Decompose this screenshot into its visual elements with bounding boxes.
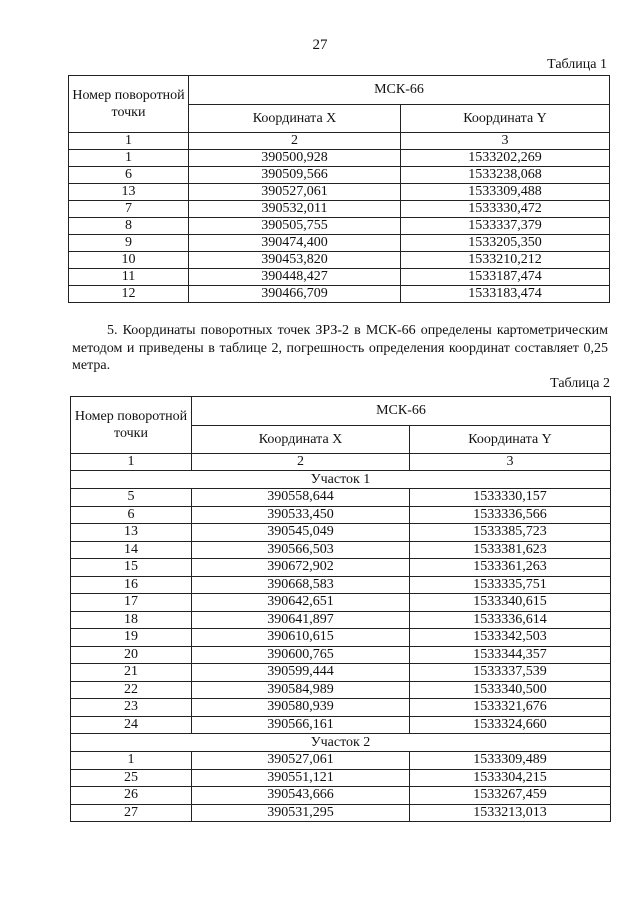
coordinate-y-cell: 1533335,751 <box>410 576 611 594</box>
paragraph-text: 5. Координаты поворотных точек ЗРЗ-2 в МСК-66 определены картометрическим методом и приведены в таблице 2, погрешность определения координат составляет 0,25 метра. <box>72 323 608 373</box>
page-number: 27 <box>312 37 328 53</box>
table1-header-x: Координата X <box>189 105 401 133</box>
table2-header-system: МСК-66 <box>192 397 611 426</box>
section-row <box>71 471 611 489</box>
coordinate-y-cell: 1533183,474 <box>401 286 610 303</box>
coordinate-y-cell: 1533309,488 <box>401 184 610 201</box>
table-row <box>71 699 611 717</box>
table-row <box>69 150 610 167</box>
coordinate-x-cell: 390505,755 <box>189 218 401 235</box>
point-number-cell: 17 <box>71 594 192 612</box>
point-number-cell: 19 <box>71 629 192 647</box>
section-title: Участок 1 <box>71 471 611 489</box>
point-number-cell: 11 <box>69 269 189 286</box>
point-number-cell: 13 <box>69 184 189 201</box>
coordinate-y-cell: 1533321,676 <box>410 699 611 717</box>
table1-header-y: Координата Y <box>401 105 610 133</box>
coordinate-y-cell: 1533385,723 <box>410 524 611 542</box>
table-row <box>71 489 611 507</box>
coordinate-x-cell: 390580,939 <box>192 699 410 717</box>
coordinate-x-cell: 390527,061 <box>189 184 401 201</box>
coordinate-x-cell: 390500,928 <box>189 150 401 167</box>
point-number-cell: 14 <box>71 541 192 559</box>
coordinate-x-cell: 390531,295 <box>192 804 410 822</box>
table-row <box>71 629 611 647</box>
table-row <box>71 681 611 699</box>
table1-index-cell: 2 <box>189 133 401 150</box>
coordinate-y-cell: 1533205,350 <box>401 235 610 252</box>
point-number-cell: 1 <box>71 752 192 770</box>
coordinate-x-cell: 390566,161 <box>192 716 410 734</box>
coordinate-y-cell: 1533330,472 <box>401 201 610 218</box>
point-number-cell: 20 <box>71 646 192 664</box>
table-row <box>71 506 611 524</box>
coordinate-x-cell: 390558,644 <box>192 489 410 507</box>
coordinate-x-cell: 390527,061 <box>192 752 410 770</box>
point-number-cell: 24 <box>71 716 192 734</box>
coordinate-x-cell: 390545,049 <box>192 524 410 542</box>
point-number-cell: 15 <box>71 559 192 577</box>
table-row <box>71 787 611 805</box>
point-number-cell: 26 <box>71 787 192 805</box>
coordinate-x-cell: 390641,897 <box>192 611 410 629</box>
coordinate-y-cell: 1533361,263 <box>410 559 611 577</box>
coordinate-x-cell: 390610,615 <box>192 629 410 647</box>
coordinate-x-cell: 390672,902 <box>192 559 410 577</box>
table1-index-cell: 3 <box>401 133 610 150</box>
coordinate-y-cell: 1533342,503 <box>410 629 611 647</box>
paragraph-item-5 <box>72 322 608 375</box>
point-number-cell: 21 <box>71 664 192 682</box>
coordinate-x-cell: 390642,651 <box>192 594 410 612</box>
point-number-cell: 6 <box>71 506 192 524</box>
coordinate-y-cell: 1533337,539 <box>410 664 611 682</box>
coordinate-x-cell: 390584,989 <box>192 681 410 699</box>
coordinate-y-cell: 1533238,068 <box>401 167 610 184</box>
point-number-cell: 8 <box>69 218 189 235</box>
coordinate-y-cell: 1533267,459 <box>410 787 611 805</box>
point-number-cell: 5 <box>71 489 192 507</box>
coordinate-x-cell: 390533,450 <box>192 506 410 524</box>
table-row <box>71 559 611 577</box>
table-row <box>69 235 610 252</box>
table-row <box>69 286 610 303</box>
table-row <box>69 167 610 184</box>
table2-header-point: Номер поворотной точки <box>71 397 192 454</box>
table-row <box>71 646 611 664</box>
coordinate-x-cell: 390532,011 <box>189 201 401 218</box>
coordinate-x-cell: 390600,765 <box>192 646 410 664</box>
coordinate-y-cell: 1533340,500 <box>410 681 611 699</box>
table-row <box>71 524 611 542</box>
coordinate-x-cell: 390448,427 <box>189 269 401 286</box>
coordinate-x-cell: 390509,566 <box>189 167 401 184</box>
coordinate-y-cell: 1533381,623 <box>410 541 611 559</box>
coordinate-y-cell: 1533309,489 <box>410 752 611 770</box>
coordinate-y-cell: 1533202,269 <box>401 150 610 167</box>
coordinate-y-cell: 1533340,615 <box>410 594 611 612</box>
coordinate-y-cell: 1533330,157 <box>410 489 611 507</box>
table-row <box>71 576 611 594</box>
table-row <box>71 664 611 682</box>
coordinate-x-cell: 390551,121 <box>192 769 410 787</box>
coordinate-x-cell: 390466,709 <box>189 286 401 303</box>
point-number-cell: 18 <box>71 611 192 629</box>
point-number-cell: 23 <box>71 699 192 717</box>
table2-index-row <box>71 454 611 471</box>
coordinate-x-cell: 390599,444 <box>192 664 410 682</box>
table-row <box>69 218 610 235</box>
table1-index-cell: 1 <box>69 133 189 150</box>
point-number-cell: 6 <box>69 167 189 184</box>
coordinate-x-cell: 390474,400 <box>189 235 401 252</box>
table2-coordinates <box>70 396 611 822</box>
table-row <box>71 804 611 822</box>
table2-index-cell: 3 <box>410 454 611 471</box>
table2-caption: Таблица 2 <box>550 376 610 391</box>
table1-header-point: Номер поворотной точки <box>69 76 189 133</box>
point-number-cell: 9 <box>69 235 189 252</box>
table-row <box>71 752 611 770</box>
table-row <box>71 716 611 734</box>
coordinate-y-cell: 1533187,474 <box>401 269 610 286</box>
table-row <box>69 184 610 201</box>
table-row <box>69 201 610 218</box>
table-row <box>71 594 611 612</box>
coordinate-x-cell: 390668,583 <box>192 576 410 594</box>
table-row <box>71 769 611 787</box>
table1-index-row <box>69 133 610 150</box>
table2-header-x: Координата X <box>192 426 410 454</box>
point-number-cell: 13 <box>71 524 192 542</box>
point-number-cell: 12 <box>69 286 189 303</box>
section-title: Участок 2 <box>71 734 611 752</box>
table-row <box>71 611 611 629</box>
point-number-cell: 27 <box>71 804 192 822</box>
coordinate-y-cell: 1533337,379 <box>401 218 610 235</box>
coordinate-y-cell: 1533213,013 <box>410 804 611 822</box>
point-number-cell: 22 <box>71 681 192 699</box>
table2-header-y: Координата Y <box>410 426 611 454</box>
point-number-cell: 10 <box>69 252 189 269</box>
table1-caption: Таблица 1 <box>547 57 607 72</box>
coordinate-y-cell: 1533336,566 <box>410 506 611 524</box>
table2-index-cell: 2 <box>192 454 410 471</box>
table-row <box>69 269 610 286</box>
coordinate-y-cell: 1533324,660 <box>410 716 611 734</box>
coordinate-x-cell: 390543,666 <box>192 787 410 805</box>
coordinate-y-cell: 1533210,212 <box>401 252 610 269</box>
coordinate-y-cell: 1533304,215 <box>410 769 611 787</box>
coordinate-y-cell: 1533344,357 <box>410 646 611 664</box>
point-number-cell: 7 <box>69 201 189 218</box>
table1-coordinates <box>68 75 610 303</box>
table1-header-system: МСК-66 <box>189 76 610 105</box>
section-row <box>71 734 611 752</box>
table2-index-cell: 1 <box>71 454 192 471</box>
coordinate-x-cell: 390453,820 <box>189 252 401 269</box>
point-number-cell: 1 <box>69 150 189 167</box>
table-row <box>69 252 610 269</box>
coordinate-y-cell: 1533336,614 <box>410 611 611 629</box>
table-row <box>71 541 611 559</box>
point-number-cell: 16 <box>71 576 192 594</box>
point-number-cell: 25 <box>71 769 192 787</box>
coordinate-x-cell: 390566,503 <box>192 541 410 559</box>
